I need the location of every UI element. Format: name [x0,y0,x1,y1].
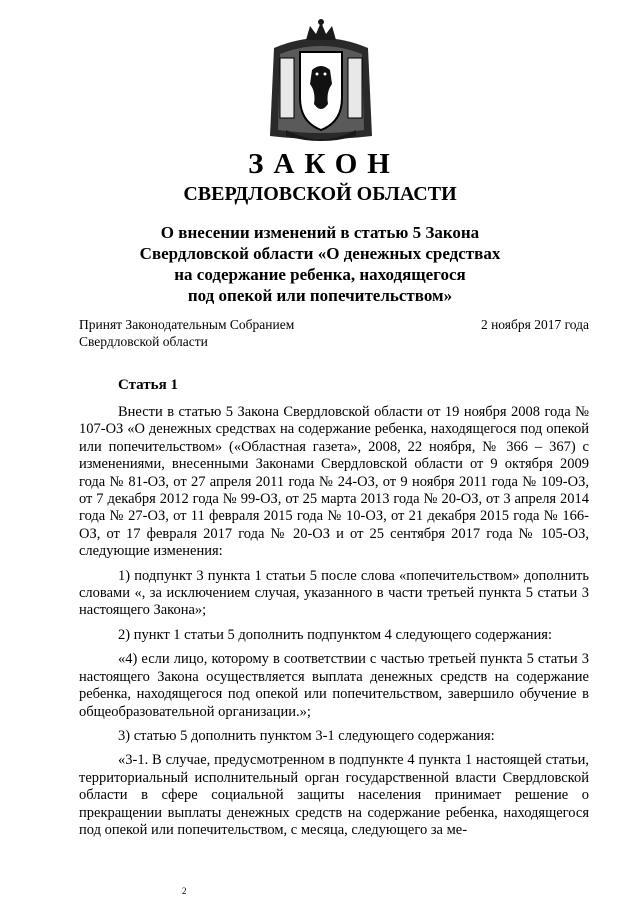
article-paragraph: 1) подпункт 3 пункта 1 статьи 5 после слова «попечительством» дополнить словами «, за исключением случая, указанного в части третьей пункта 5 статьи 3 настоящего Закона»; [79,567,589,619]
law-subject-line: на содержание ребенка, находящегося [174,265,466,284]
coat-of-arms-emblem [266,18,376,148]
article-paragraph: 2) пункт 1 статьи 5 дополнить подпунктом 4 следующего содержания: [118,626,552,643]
adoption-date: 2 ноября 2017 года [480,317,589,332]
article-heading: Статья 1 [118,377,178,393]
law-subject-line: под опекой или попечительством» [187,286,453,305]
region-name: СВЕРДЛОВСКОЙ ОБЛАСТИ [183,183,457,205]
article-body [79,404,589,846]
footer-mark: 2 [182,886,187,896]
adoption-body [79,316,294,350]
adoption-body-line: Свердловской области [79,334,208,349]
law-subject-line: Свердловской области «О денежных средствах [139,244,501,263]
adoption-body-line: Принят Законодательным Собранием [79,317,295,332]
article-paragraph: Внести в статью 5 Закона Свердловской области от 19 ноября 2008 года № 107-ОЗ «О денежных средствах на содержание ребенка, находящегося под опекой или попечительством» («Областная газета», 2008, 22 ноября, № 366 – 367) с изменениями, внесенными Законами Свердловской области от 9 октября 2009 года № 81-ОЗ, от 27 апреля 2011 года № 24-ОЗ, от 9 ноября 2011 года № 109-ОЗ, от 7 декабря 2012 года № 99-ОЗ, от 25 марта 2013 года № 20-ОЗ, от 3 апреля 2014 года № 27-ОЗ, от 11 февраля 2015 года № 10-ОЗ, от 21 декабря 2015 года № 166-ОЗ, от 17 февраля 2017 года № 20-ОЗ и от 25 сентября 2017 года № 105-ОЗ, следующие изменения: [79,404,589,560]
law-subject [0,222,640,306]
law-subject-line: О внесении изменений в статью 5 Закона [160,223,480,242]
article-paragraph: «3-1. В случае, предусмотренном в подпункте 4 пункта 1 настоящей статьи, территориальный исполнительный орган государственной власти Свердловской области в сфере социальной защиты населения принимает решение о прекращении выплаты денежных средств на содержание ребенка, находящегося под опекой или попечительством, с месяца, следующего за ме- [79,752,589,838]
law-title: ЗАКОН [248,148,400,180]
article-paragraph: «4) если лицо, которому в соответствии с частью третьей пункта 5 статьи 3 настоящего Закона осуществляется выплата денежных средств на содержание ребенка, находящегося под опекой или попечительством, завершило обучение в общеобразовательной организации.»; [79,651,589,720]
article-paragraph: 3) статью 5 дополнить пунктом 3-1 следующего содержания: [118,727,495,744]
